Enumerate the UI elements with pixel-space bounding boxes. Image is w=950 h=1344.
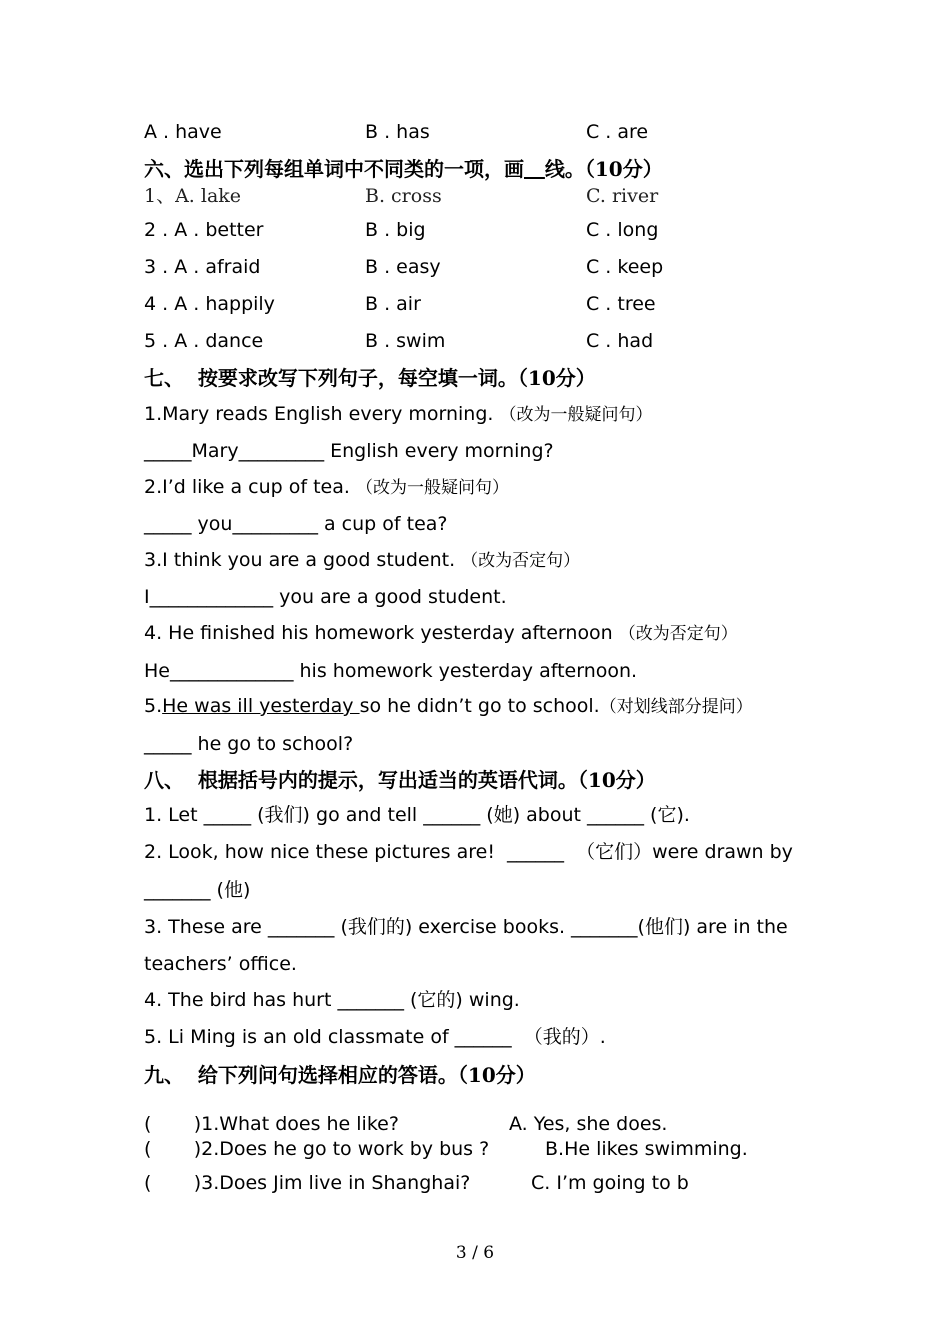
option-b: B . has	[365, 121, 430, 143]
section9-title: 九、 给下列问句选择相应的答语。（10分）	[144, 1063, 536, 1087]
s6-row3-c: C . keep	[586, 256, 664, 278]
title-blank	[524, 157, 545, 181]
s6-row3-a: 3 . A . afraid	[144, 256, 261, 278]
s9-q3: ( )3.Does Jim live in Shanghai?	[144, 1172, 471, 1194]
s6-row4-b: B . air	[365, 293, 421, 315]
s8-line3: _______ (他)	[144, 879, 251, 901]
s6-row1-c: C. river	[586, 185, 659, 207]
page-number: 3 / 6	[455, 1243, 495, 1263]
s7-q1: 1.Mary reads English every morning. （改为一般疑问句）	[144, 403, 653, 425]
s9-a3: C. I’m going to b	[531, 1172, 689, 1194]
s7-q4-note: （改为否定句）	[618, 624, 738, 644]
s6-row4-c: C . tree	[586, 293, 656, 315]
section8-title: 八、 根据括号内的提示，写出适当的英语代词。（10分）	[144, 768, 656, 792]
s6-row1-b: B. cross	[365, 185, 442, 207]
s7-q2-note: （改为一般疑问句）	[355, 478, 509, 498]
s7-q5-answer: _____ he go to school?	[144, 733, 354, 755]
s7-q5-note: （对划线部分提问）	[599, 697, 753, 717]
section6-title: 六、选出下列每组单词中不同类的一项，画 线。（10分）	[144, 157, 663, 181]
s7-q3: 3.I think you are a good student. （改为否定句）	[144, 549, 581, 571]
s7-q4: 4. He finished his homework yesterday afternoon （改为否定句）	[144, 622, 738, 644]
option-a: A . have	[144, 121, 222, 143]
s8-line1: 1. Let _____ (我们) go and tell ______ (她) about ______ (它).	[144, 804, 690, 826]
option-c: C . are	[586, 121, 649, 143]
s9-a2: B.He likes swimming.	[545, 1138, 748, 1160]
s6-row1-a: 1、A. lake	[144, 185, 242, 207]
s7-q4-answer: He_____________ his homework yesterday afternoon.	[144, 660, 638, 682]
s6-row2-c: C . long	[586, 219, 659, 241]
s6-row3-b: B . easy	[365, 256, 441, 278]
s6-row5-a: 5 . A . dance	[144, 330, 264, 352]
s6-row5-c: C . had	[586, 330, 654, 352]
s8-line7: 5. Li Ming is an old classmate of ______ （我的）.	[144, 1026, 606, 1048]
s7-q3-answer: I_____________ you are a good student.	[144, 586, 507, 608]
s6-row4-a: 4 . A . happily	[144, 293, 275, 315]
s6-row2-a: 2 . A . better	[144, 219, 264, 241]
s8-line4: 3. These are _______ (我们的) exercise books. _______(他们) are in the	[144, 916, 788, 938]
s7-q1-answer: _____Mary_________ English every morning?	[144, 440, 554, 462]
s7-q3-note: （改为否定句）	[461, 551, 581, 571]
s8-line5: teachers’ office.	[144, 953, 297, 975]
s7-q5: 5.He was ill yesterday so he didn’t go to school.（对划线部分提问）	[144, 695, 753, 717]
section7-title: 七、 按要求改写下列句子，每空填一词。（10分）	[144, 366, 596, 390]
s8-line6: 4. The bird has hurt _______ (它的) wing.	[144, 989, 520, 1011]
s7-q2: 2.I’d like a cup of tea. （改为一般疑问句）	[144, 476, 509, 498]
s6-row5-b: B . swim	[365, 330, 446, 352]
s9-q1: ( )1.What does he like?	[144, 1113, 399, 1135]
s7-q1-note: （改为一般疑问句）	[499, 405, 653, 425]
s9-a1: A. Yes, she does.	[509, 1113, 668, 1135]
s8-line2: 2. Look, how nice these pictures are! ______ （它们）were drawn by	[144, 841, 793, 863]
s9-q2: ( )2.Does he go to work by bus ?	[144, 1138, 490, 1160]
s7-q2-answer: _____ you_________ a cup of tea?	[144, 513, 448, 535]
s7-q5-underlined: He was ill yesterday	[162, 695, 360, 717]
s6-row2-b: B . big	[365, 219, 426, 241]
